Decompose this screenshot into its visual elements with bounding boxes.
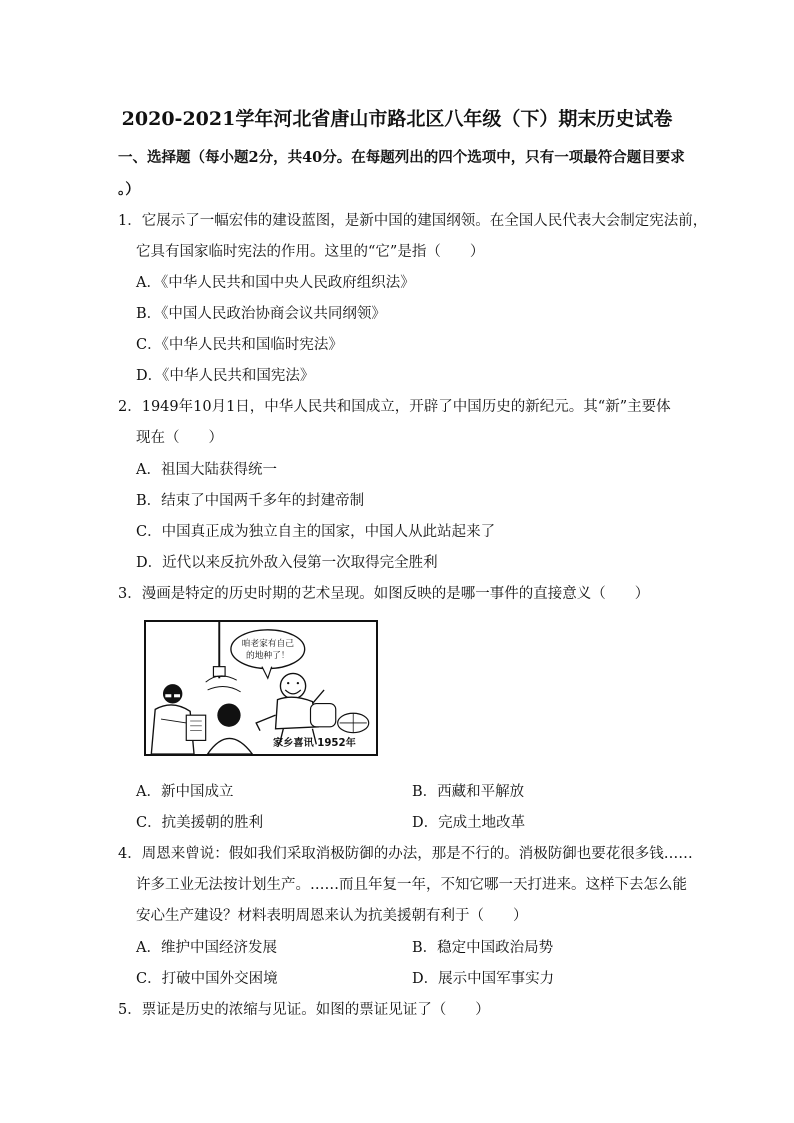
q5-stem-line-1: 5．票证是历史的浓缩与见证。如图的票证见证了（ ） xyxy=(118,1002,490,1018)
q3-option-b: B．西藏和平解放 xyxy=(412,784,525,800)
cartoon-bubble-line-1: 咱老家有自己 xyxy=(241,639,294,650)
section-heading-line-2: 。） xyxy=(118,181,140,198)
q2-option-b: B．结束了中国两千多年的封建帝制 xyxy=(136,493,365,509)
q1-stem-line-1: 1．它展示了一幅宏伟的建设蓝图，是新中国的建国纲领。在全国人民代表大会制定宪法前， xyxy=(118,213,708,229)
q2-stem-line-1: 2．1949年10月1日，中华人民共和国成立，开辟了中国历史的新纪元。其“新”主要体 xyxy=(118,399,671,415)
q1-option-b: B．《中国人民政治协商会议共同纲领》 xyxy=(136,306,386,322)
q1-option-d: D．《中华人民共和国宪法》 xyxy=(136,368,315,384)
q3-cartoon-image xyxy=(144,620,378,756)
q1-option-c: C．《中华人民共和国临时宪法》 xyxy=(136,337,343,353)
q4-stem-line-1: 4．周恩来曾说：假如我们采取消极防御的办法，那是不行的。消极防御也要花很多钱…… xyxy=(118,846,693,862)
q2-stem-line-2: 现在（ ） xyxy=(136,430,223,446)
cartoon-bubble-line-2: 的地种了！ xyxy=(245,650,290,661)
exam-title: 2020-2021学年河北省唐山市路北区八年级（下）期末历史试卷 xyxy=(121,108,673,130)
q4-option-c: C．打破中国外交困境 xyxy=(136,971,278,987)
q3-option-a: A．新中国成立 xyxy=(136,784,234,800)
section-heading-line-1: 一、选择题（每小题2分，共40分。在每题列出的四个选项中，只有一项最符合题目要求 xyxy=(118,149,685,166)
q3-option-d: D．完成土地改革 xyxy=(412,815,526,831)
q2-option-d: D．近代以来反抗外敌入侵第一次取得完全胜利 xyxy=(136,555,438,571)
q2-option-c: C．中国真正成为独立自主的国家，中国人从此站起来了 xyxy=(136,524,496,540)
cartoon-caption: 家乡喜讯 1952年 xyxy=(272,738,356,750)
q3-stem-line-1: 3．漫画是特定的历史时期的艺术呈现。如图反映的是哪一事件的直接意义（ ） xyxy=(118,586,650,602)
q4-stem-line-3: 安心生产建设？材料表明周恩来认为抗美援朝有利于（ ） xyxy=(136,908,528,924)
q4-option-d: D．展示中国军事实力 xyxy=(412,971,555,987)
q1-stem-line-2: 它具有国家临时宪法的作用。这里的“它”是指（ ） xyxy=(136,244,485,260)
q4-option-a: A．维护中国经济发展 xyxy=(136,940,277,956)
q4-stem-line-2: 许多工业无法按计划生产。……而且年复一年，不知它哪一天打进来。这样下去怎么能 xyxy=(136,877,687,893)
q4-option-b: B．稳定中国政治局势 xyxy=(412,940,554,956)
q2-option-a: A．祖国大陆获得统一 xyxy=(136,462,277,478)
q1-option-a: A．《中华人民共和国中央人民政府组织法》 xyxy=(136,275,415,291)
q3-option-c: C．抗美援朝的胜利 xyxy=(136,815,264,831)
